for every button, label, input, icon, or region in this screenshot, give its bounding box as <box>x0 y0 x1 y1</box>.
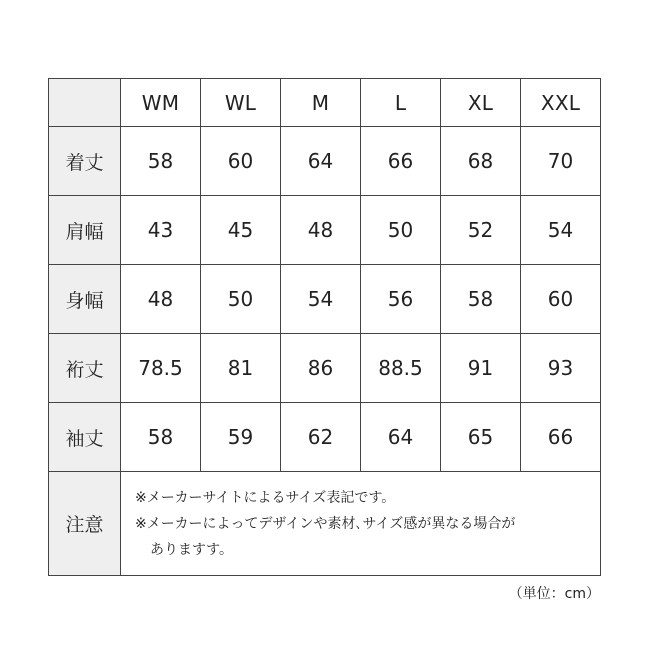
table-row <box>49 265 601 334</box>
size-header-xl: XL <box>441 79 521 127</box>
size-chart-table <box>48 78 601 576</box>
value-cell: 48 <box>121 265 201 334</box>
table-row <box>49 403 601 472</box>
size-header-xxl: XXL <box>521 79 601 127</box>
table-row <box>49 196 601 265</box>
note-line-2: ※メーカーによってデザインや素材､サイズ感が異なる場合が <box>135 515 516 532</box>
value-cell: 50 <box>361 196 441 265</box>
size-header-wl: WL <box>201 79 281 127</box>
value-cell: 54 <box>281 265 361 334</box>
value-cell: 66 <box>521 403 601 472</box>
value-cell: 56 <box>361 265 441 334</box>
value-cell: 88.5 <box>361 334 441 403</box>
value-cell: 52 <box>441 196 521 265</box>
value-cell: 58 <box>121 127 201 196</box>
value-cell: 91 <box>441 334 521 403</box>
table-row <box>49 127 601 196</box>
corner-cell <box>49 79 121 127</box>
value-cell: 65 <box>441 403 521 472</box>
value-cell: 58 <box>121 403 201 472</box>
value-cell: 81 <box>201 334 281 403</box>
value-cell: 64 <box>281 127 361 196</box>
note-line-3: ありますす。 <box>150 541 234 558</box>
note-label: 注意 <box>49 472 121 576</box>
size-header-row <box>49 79 601 127</box>
value-cell: 45 <box>201 196 281 265</box>
row-label: 身幅 <box>49 265 121 334</box>
row-label: 袖丈 <box>49 403 121 472</box>
value-cell: 66 <box>361 127 441 196</box>
value-cell: 78.5 <box>121 334 201 403</box>
value-cell: 59 <box>201 403 281 472</box>
row-label: 着丈 <box>49 127 121 196</box>
value-cell: 60 <box>201 127 281 196</box>
value-cell: 86 <box>281 334 361 403</box>
value-cell: 43 <box>121 196 201 265</box>
value-cell: 54 <box>521 196 601 265</box>
value-cell: 93 <box>521 334 601 403</box>
value-cell: 68 <box>441 127 521 196</box>
table-row <box>49 334 601 403</box>
value-cell: 62 <box>281 403 361 472</box>
value-cell: 50 <box>201 265 281 334</box>
size-header-wm: WM <box>121 79 201 127</box>
note-row <box>49 472 601 576</box>
value-cell: 70 <box>521 127 601 196</box>
value-cell: 64 <box>361 403 441 472</box>
value-cell: 48 <box>281 196 361 265</box>
row-label: 肩幅 <box>49 196 121 265</box>
size-header-m: M <box>281 79 361 127</box>
note-line-1: ※メーカーサイトによるサイズ表記です。 <box>135 489 396 506</box>
size-header-l: L <box>361 79 441 127</box>
value-cell: 60 <box>521 265 601 334</box>
value-cell: 58 <box>441 265 521 334</box>
row-label: 裄丈 <box>49 334 121 403</box>
unit-label: （単位：cm） <box>508 586 600 602</box>
note-text <box>121 472 601 576</box>
